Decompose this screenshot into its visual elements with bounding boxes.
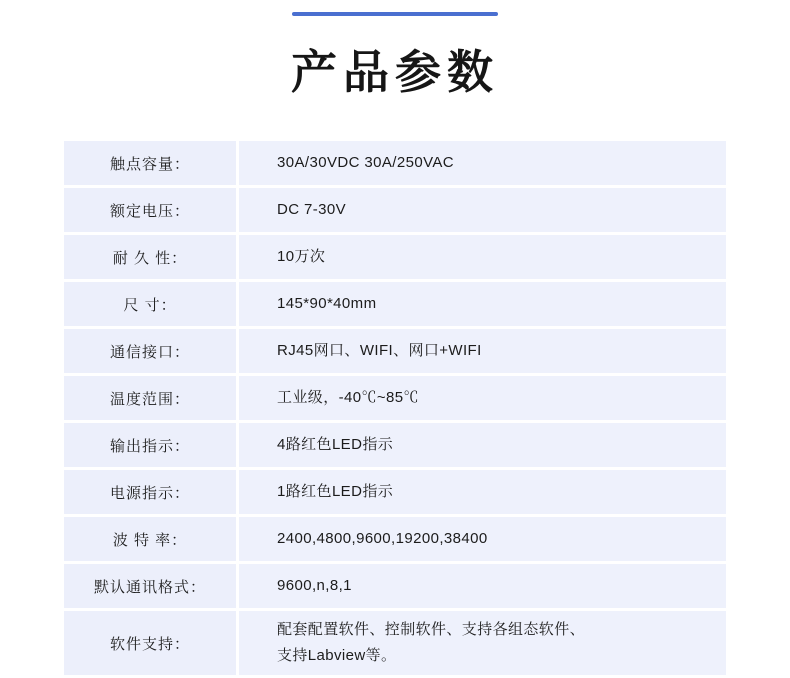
spec-value bbox=[239, 282, 726, 326]
spec-value bbox=[239, 564, 726, 608]
spec-label: 默认通讯格式： bbox=[64, 564, 236, 608]
spec-value bbox=[239, 188, 726, 232]
spec-label: 通信接口： bbox=[64, 329, 236, 373]
table-row bbox=[64, 423, 726, 467]
table-row bbox=[64, 188, 726, 232]
spec-label: 电源指示： bbox=[64, 470, 236, 514]
spec-value-line: 配套配置软件、控制软件、支持各组态软件、 bbox=[277, 621, 586, 638]
table-row bbox=[64, 470, 726, 514]
table-row bbox=[64, 235, 726, 279]
spec-label: 额定电压： bbox=[64, 188, 236, 232]
spec-value bbox=[239, 470, 726, 514]
spec-label: 触点容量： bbox=[64, 141, 236, 185]
spec-value-line: 145*90*40mm bbox=[277, 295, 377, 312]
spec-label: 尺 寸： bbox=[64, 282, 236, 326]
spec-table bbox=[64, 138, 726, 678]
accent-divider bbox=[292, 12, 498, 16]
spec-value bbox=[239, 141, 726, 185]
table-row bbox=[64, 376, 726, 420]
spec-value bbox=[239, 329, 726, 373]
spec-value-line: DC 7-30V bbox=[277, 201, 347, 218]
spec-value bbox=[239, 517, 726, 561]
spec-value bbox=[239, 376, 726, 420]
spec-value-line: 4路红色LED指示 bbox=[277, 436, 394, 453]
spec-value-line: 9600,n,8,1 bbox=[277, 577, 352, 594]
spec-value-line: 1路红色LED指示 bbox=[277, 483, 394, 500]
spec-value-line: 2400,4800,9600,19200,38400 bbox=[277, 530, 488, 547]
spec-label: 波 特 率： bbox=[64, 517, 236, 561]
spec-value bbox=[239, 611, 726, 675]
table-row bbox=[64, 517, 726, 561]
spec-value bbox=[239, 235, 726, 279]
spec-value-line: 工业级，-40℃~85℃ bbox=[277, 389, 419, 406]
table-row bbox=[64, 141, 726, 185]
spec-value-line: 10万次 bbox=[277, 248, 326, 265]
spec-value-line: 支持Labview等。 bbox=[277, 647, 397, 664]
table-row bbox=[64, 329, 726, 373]
table-row bbox=[64, 564, 726, 608]
spec-label: 软件支持： bbox=[64, 611, 236, 675]
spec-label: 输出指示： bbox=[64, 423, 236, 467]
spec-label: 温度范围： bbox=[64, 376, 236, 420]
spec-table-body bbox=[64, 141, 726, 675]
table-row bbox=[64, 282, 726, 326]
spec-value-line: RJ45网口、WIFI、网口+WIFI bbox=[277, 342, 482, 359]
spec-label: 耐 久 性： bbox=[64, 235, 236, 279]
spec-value-line: 30A/30VDC 30A/250VAC bbox=[277, 154, 454, 171]
table-row bbox=[64, 611, 726, 675]
page-title: 产品参数 bbox=[291, 45, 499, 99]
spec-value bbox=[239, 423, 726, 467]
